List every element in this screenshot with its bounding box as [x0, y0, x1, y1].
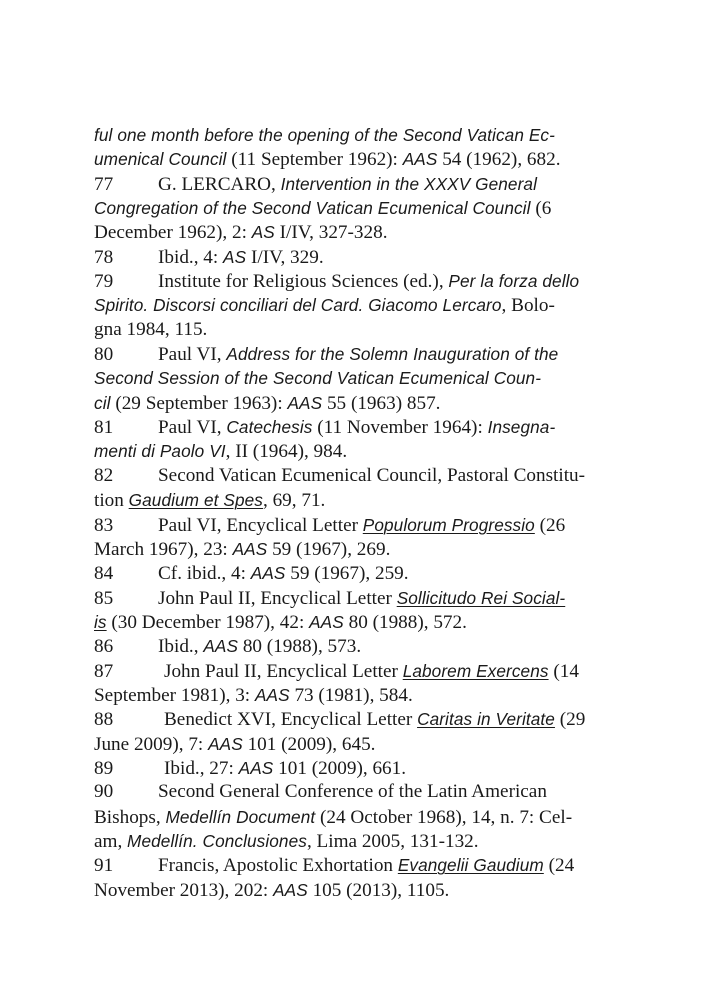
footnote-number: 86	[94, 636, 114, 658]
footnote-90-line-3	[94, 829, 624, 853]
text: 80 (1988), 572.	[343, 611, 467, 633]
footnote-80-line-2	[94, 366, 624, 390]
footnote-82-line-2	[94, 488, 624, 512]
text: 54 (1962), 682.	[437, 149, 561, 171]
text: (11 November 1964):	[312, 417, 488, 439]
text: 59 (1967), 259.	[285, 563, 409, 585]
footnote-91	[94, 853, 624, 877]
footnote-80	[94, 342, 624, 366]
text: G. LERCARO,	[158, 173, 281, 195]
document-link[interactable]: Laborem Exercens	[402, 660, 549, 681]
text: Paul VI,	[158, 344, 227, 366]
footnote-number: 91	[94, 855, 114, 877]
text: (30 December 1987), 42:	[106, 611, 310, 633]
text: 101 (2009), 645.	[242, 733, 376, 755]
text: Ibid., 4:	[158, 246, 224, 268]
text: Second Vatican Ecumenical Council, Pastoral Constitu-	[158, 464, 586, 486]
title-text: Catechesis	[226, 417, 313, 438]
text: November 2013), 202:	[94, 879, 274, 901]
footnote-81-line-2	[94, 439, 624, 463]
title-text: Intervention in the XXXV General	[280, 173, 537, 194]
footnote-84	[94, 561, 624, 585]
footnote-78	[94, 245, 624, 269]
text: Bishops,	[94, 806, 166, 828]
footnote-85-line-2	[94, 610, 624, 634]
footnote-77-line-2	[94, 196, 624, 220]
footnote-91-line-2	[94, 878, 624, 902]
text: 80 (1988), 573.	[238, 636, 362, 658]
text: Francis, Apostolic Exhortation	[158, 855, 398, 877]
journal-abbrev: AS	[251, 222, 275, 243]
footnote-number: 79	[94, 271, 114, 293]
text: I/IV, 329.	[246, 246, 324, 268]
title-text: cil	[94, 392, 111, 413]
footnote-80-line-3	[94, 391, 624, 415]
footnote-number: 78	[94, 246, 114, 268]
text: September 1981), 3:	[94, 684, 255, 706]
text: 55 (1963) 857.	[322, 392, 441, 414]
journal-abbrev: AAS	[203, 636, 239, 657]
footnote-83	[94, 513, 624, 537]
footnote-number: 85	[94, 587, 114, 609]
journal-abbrev: AAS	[309, 611, 344, 632]
text: (14	[548, 660, 579, 682]
footnote-79-line-3	[94, 318, 624, 342]
title-text: Medellín. Conclusiones	[127, 830, 307, 851]
document-link[interactable]: is	[94, 611, 107, 632]
footnote-number: 81	[94, 417, 114, 439]
footnote-86	[94, 634, 624, 658]
footnote-number: 90	[94, 781, 114, 803]
text: (11 September 1962):	[226, 149, 403, 171]
text: I/IV, 327-328.	[274, 222, 388, 244]
journal-abbrev: AAS	[287, 392, 323, 413]
footnote-number: 87	[94, 660, 114, 682]
title-text: Per la forza dello	[448, 271, 580, 292]
text: Paul VI,	[158, 417, 227, 439]
text: (6	[530, 198, 552, 220]
journal-abbrev: AAS	[232, 538, 268, 559]
footnote-81	[94, 415, 624, 439]
footnote-77	[94, 172, 624, 196]
footnote-90-line-2	[94, 805, 624, 829]
text: Paul VI, Encyclical Letter	[158, 514, 363, 536]
text: , II (1964), 984.	[225, 441, 348, 463]
text: , 69, 71.	[262, 490, 326, 512]
journal-abbrev: AAS	[273, 879, 308, 900]
footnotes-page	[94, 123, 624, 902]
document-link[interactable]: Gaudium et Spes	[128, 490, 263, 511]
footnote-79-line-2	[94, 293, 624, 317]
footnote-79	[94, 269, 624, 293]
text: John Paul II, Encyclical Letter	[164, 660, 403, 682]
text: June 2009), 7:	[94, 733, 209, 755]
footnote-76-continuation	[94, 123, 624, 147]
text: 59 (1967), 269.	[267, 538, 391, 560]
document-link[interactable]: Caritas in Veritate	[417, 709, 555, 730]
footnote-number: 89	[94, 757, 114, 779]
journal-abbrev: AAS	[238, 757, 274, 778]
footnote-77-line-3	[94, 220, 624, 244]
footnote-88	[94, 707, 624, 731]
footnote-76-continuation	[94, 147, 624, 171]
text: Institute for Religious Sciences (ed.),	[158, 271, 449, 293]
text: Ibid.,	[158, 636, 204, 658]
text: 101 (2009), 661.	[273, 757, 407, 779]
journal-abbrev: AAS	[254, 684, 290, 705]
text: December 1962), 2:	[94, 222, 252, 244]
footnote-number: 88	[94, 709, 114, 731]
footnote-83-line-2	[94, 537, 624, 561]
text: Benedict XVI, Encyclical Letter	[164, 709, 418, 731]
journal-abbrev: AAS	[402, 149, 438, 170]
document-link[interactable]: Evangelii Gaudium	[397, 855, 544, 876]
text: (24 October 1968), 14, n. 7: Cel-	[315, 806, 573, 828]
text: Ibid., 27:	[164, 757, 239, 779]
text: (29	[554, 709, 586, 731]
text: (26	[534, 514, 566, 536]
title-text: Insegna-	[487, 417, 556, 438]
text: , Bolo-	[501, 295, 555, 317]
footnote-88-line-2	[94, 732, 624, 756]
footnote-number: 77	[94, 173, 114, 195]
text: gna 1984, 115.	[94, 318, 208, 340]
title-text: ful one month before the opening of the Second Vatican Ec-	[94, 125, 555, 145]
title-text: umenical Council	[94, 149, 227, 170]
footnote-90	[94, 780, 624, 804]
text: John Paul II, Encyclical Letter	[158, 587, 397, 609]
footnote-82	[94, 464, 624, 488]
title-text: Congregation of the Second Vatican Ecumenical Council	[94, 198, 531, 219]
text: 105 (2013), 1105.	[307, 879, 450, 901]
footnote-89	[94, 756, 624, 780]
journal-abbrev: AAS	[250, 563, 286, 584]
footnote-number: 82	[94, 464, 114, 486]
footnote-87	[94, 659, 624, 683]
text: March 1967), 23:	[94, 538, 233, 560]
title-text: menti di Paolo VI	[94, 441, 226, 462]
title-text: Second Session of the Second Vatican Ecumenical Coun-	[94, 368, 542, 389]
text: , Lima 2005, 131-132.	[306, 830, 479, 852]
text: Second General Conference of the Latin American	[158, 781, 547, 803]
text: (24	[543, 855, 575, 877]
text: 73 (1981), 584.	[289, 684, 413, 706]
text: am,	[94, 830, 128, 852]
footnote-number: 83	[94, 514, 114, 536]
title-text: Medellín Document	[165, 806, 316, 827]
title-text: Address for the Solemn Inauguration of the	[226, 344, 559, 365]
text: tion	[94, 490, 129, 512]
document-link[interactable]: Sollicitudo Rei Social-	[396, 587, 566, 608]
footnote-number: 80	[94, 344, 114, 366]
title-text: Spirito. Discorsi conciliari del Card. Giacomo Lercaro	[94, 295, 502, 316]
footnote-number: 84	[94, 563, 114, 585]
text: Cf. ibid., 4:	[158, 563, 251, 585]
text: (29 September 1963):	[110, 392, 288, 414]
journal-abbrev: AS	[223, 246, 247, 267]
footnote-87-line-2	[94, 683, 624, 707]
footnote-85	[94, 586, 624, 610]
journal-abbrev: AAS	[208, 733, 243, 754]
document-link[interactable]: Populorum Progressio	[362, 514, 535, 535]
